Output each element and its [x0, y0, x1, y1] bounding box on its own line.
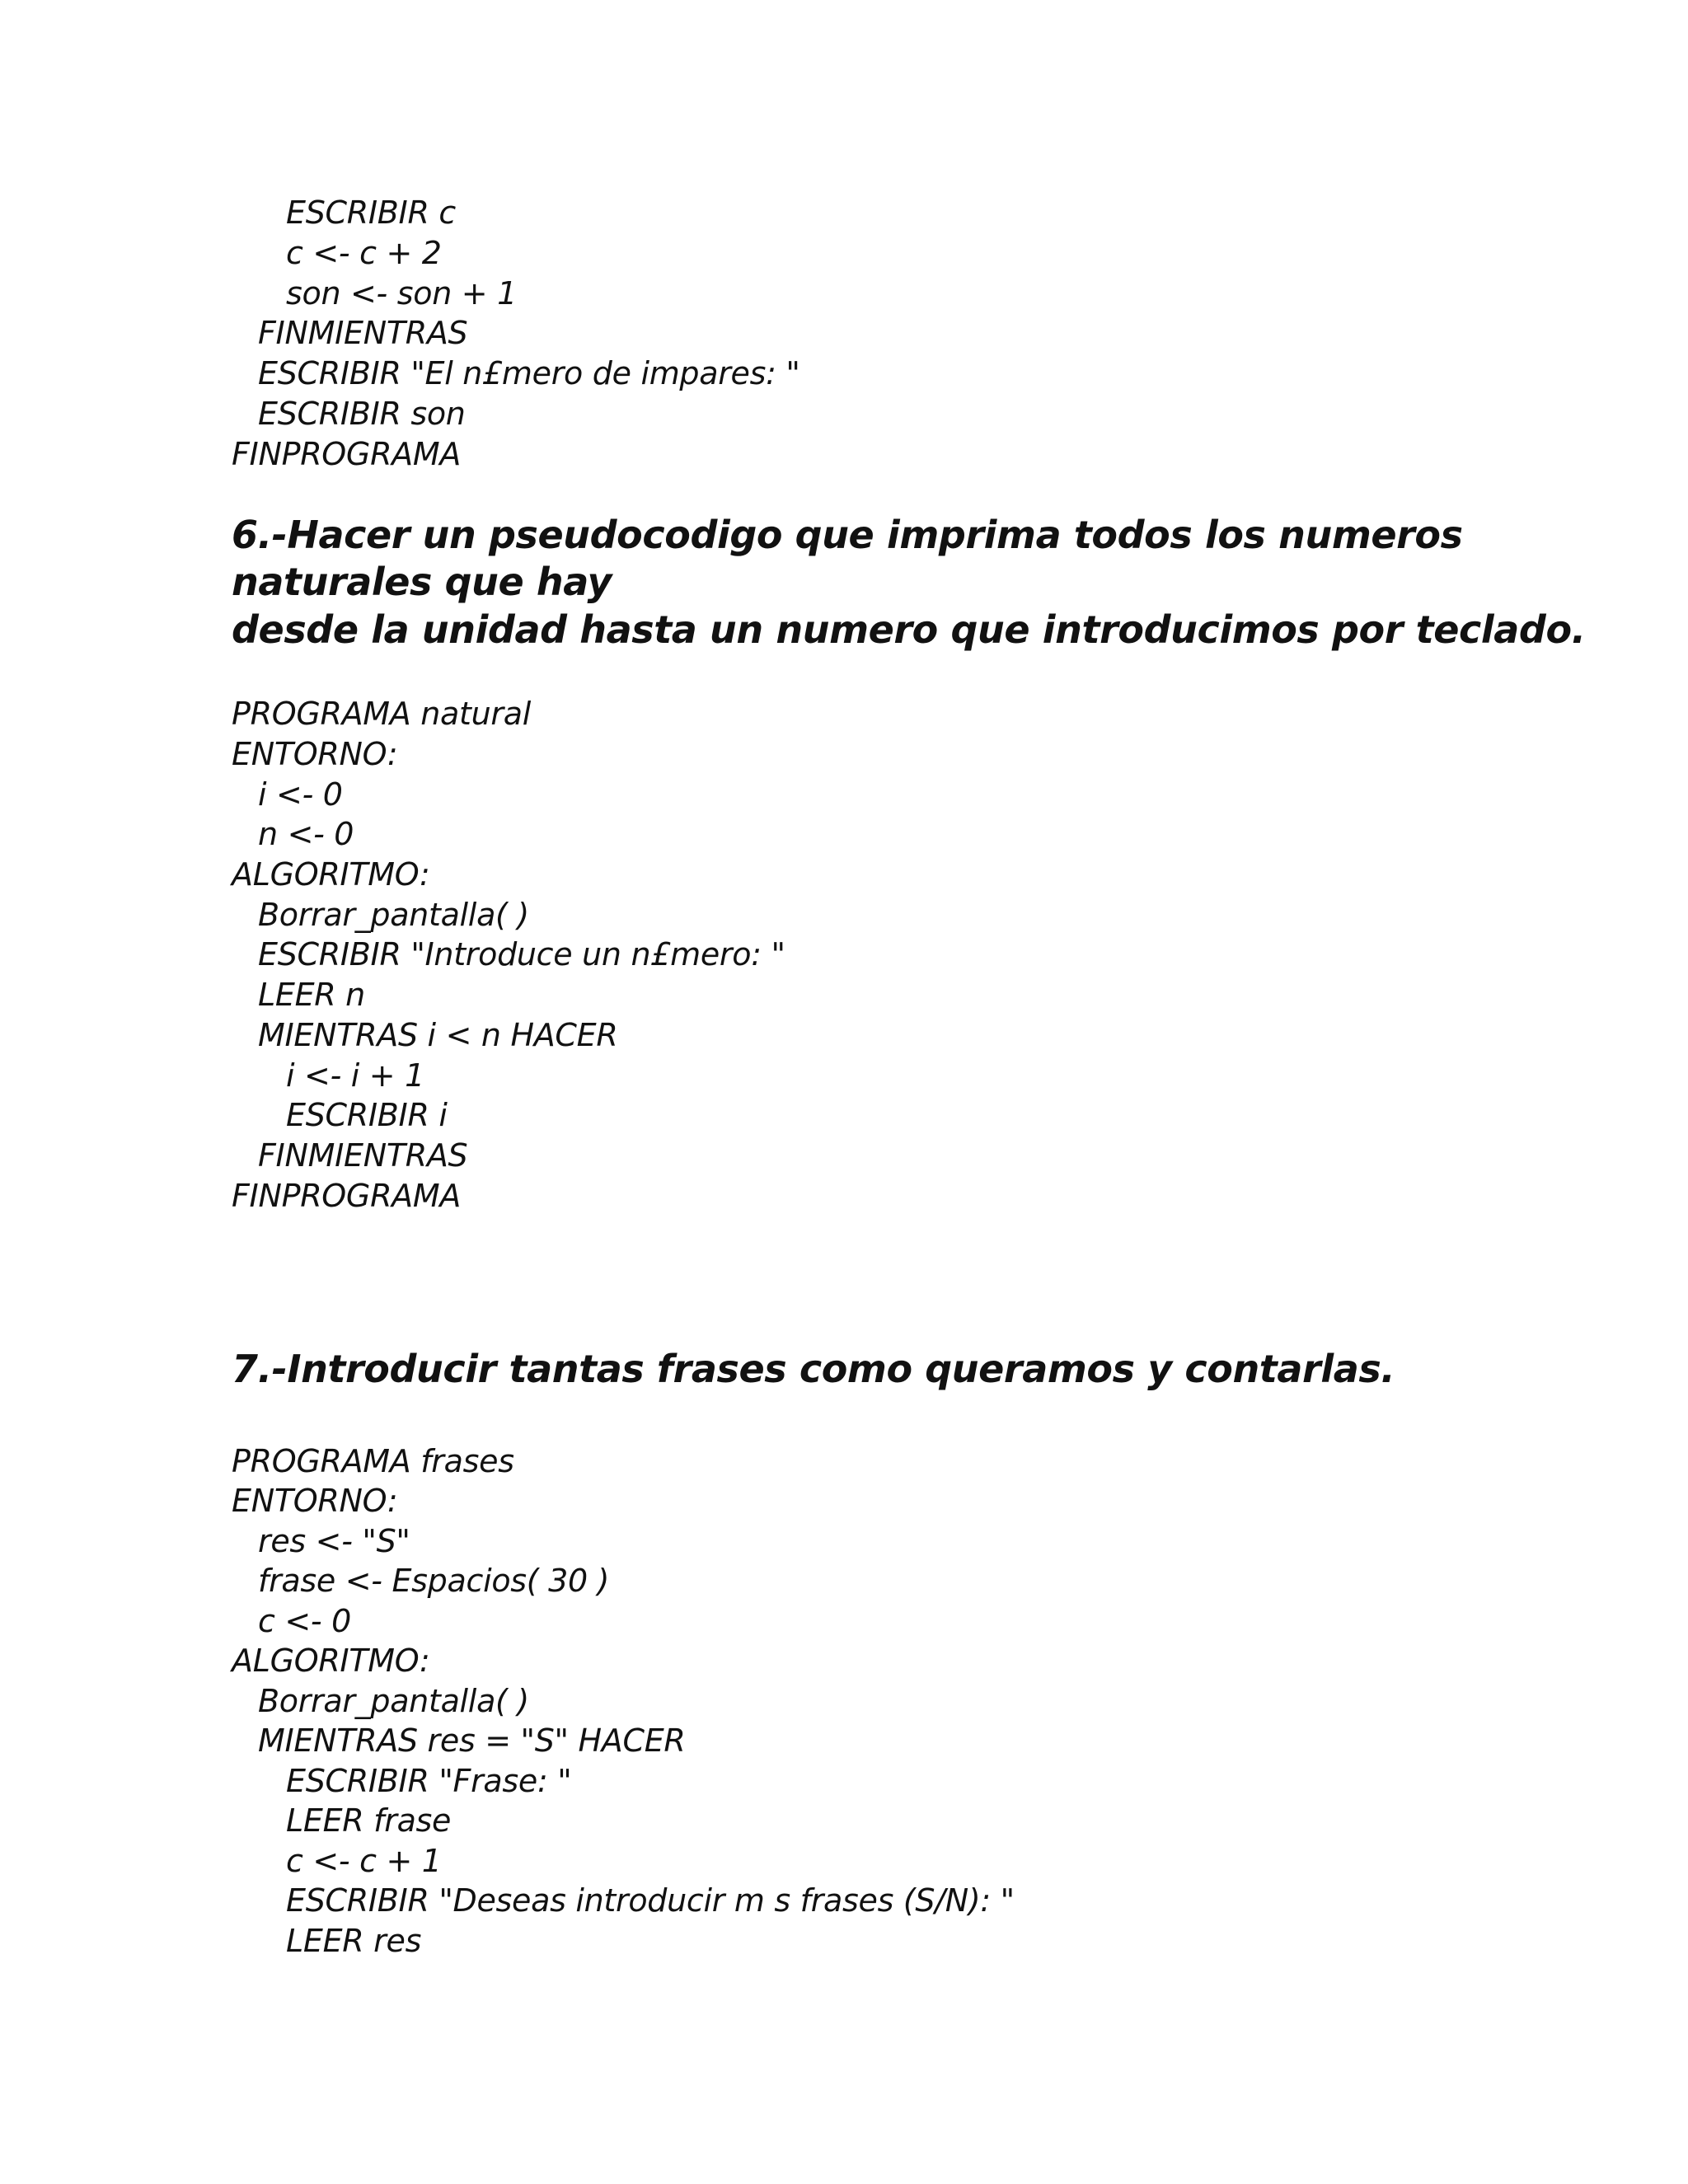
code-line: FINPROGRAMA — [232, 1178, 462, 1214]
code-line: ESCRIBIR "El n£mero de impares: " — [258, 355, 800, 391]
code-line: res <- "S" — [258, 1523, 410, 1559]
code-line: ESCRIBIR "Frase: " — [286, 1763, 572, 1799]
code-line: ENTORNO: — [232, 1483, 398, 1519]
code-line: i <- i + 1 — [286, 1057, 425, 1094]
code-line: FINMIENTRAS — [258, 315, 468, 351]
code-line: ESCRIBIR i — [286, 1097, 448, 1133]
code-line: PROGRAMA frases — [232, 1443, 514, 1479]
code-line: son <- son + 1 — [286, 275, 517, 312]
code-line: ALGORITMO: — [232, 1643, 430, 1679]
heading-line: naturales que hay — [232, 560, 612, 604]
code-line: ESCRIBIR "Deseas introducir m s frases (S/N): " — [286, 1882, 1015, 1919]
code-line: ESCRIBIR son — [258, 396, 466, 432]
code-line: ESCRIBIR "Introduce un n£mero: " — [258, 936, 785, 972]
code-line: LEER frase — [286, 1802, 452, 1839]
code-line: MIENTRAS i < n HACER — [258, 1017, 618, 1053]
heading-line: 6.-Hacer un pseudocodigo que imprima todos los numeros — [232, 513, 1463, 557]
heading-line: 7.-Introducir tantas frases como queramos y contarlas. — [232, 1347, 1395, 1391]
code-line: Borrar_pantalla( ) — [258, 1683, 529, 1719]
code-line: Borrar_pantalla( ) — [258, 897, 529, 933]
heading-line: desde la unidad hasta un numero que introducimos por teclado. — [232, 607, 1586, 652]
code-line: frase <- Espacios( 30 ) — [258, 1563, 610, 1599]
code-line: ESCRIBIR c — [286, 194, 456, 231]
code-line: MIENTRAS res = "S" HACER — [258, 1722, 686, 1759]
code-line: FINPROGRAMA — [232, 436, 462, 472]
code-line: FINMIENTRAS — [258, 1137, 468, 1174]
code-line: LEER res — [286, 1923, 422, 1959]
code-line: c <- c + 1 — [286, 1843, 442, 1879]
code-line: ALGORITMO: — [232, 856, 430, 893]
code-line: i <- 0 — [258, 776, 343, 813]
code-line: c <- 0 — [258, 1603, 351, 1639]
code-line: PROGRAMA natural — [232, 696, 531, 732]
code-line: LEER n — [258, 977, 365, 1013]
code-line: ENTORNO: — [232, 736, 398, 772]
code-line: n <- 0 — [258, 816, 354, 852]
code-line: c <- c + 2 — [286, 235, 442, 271]
